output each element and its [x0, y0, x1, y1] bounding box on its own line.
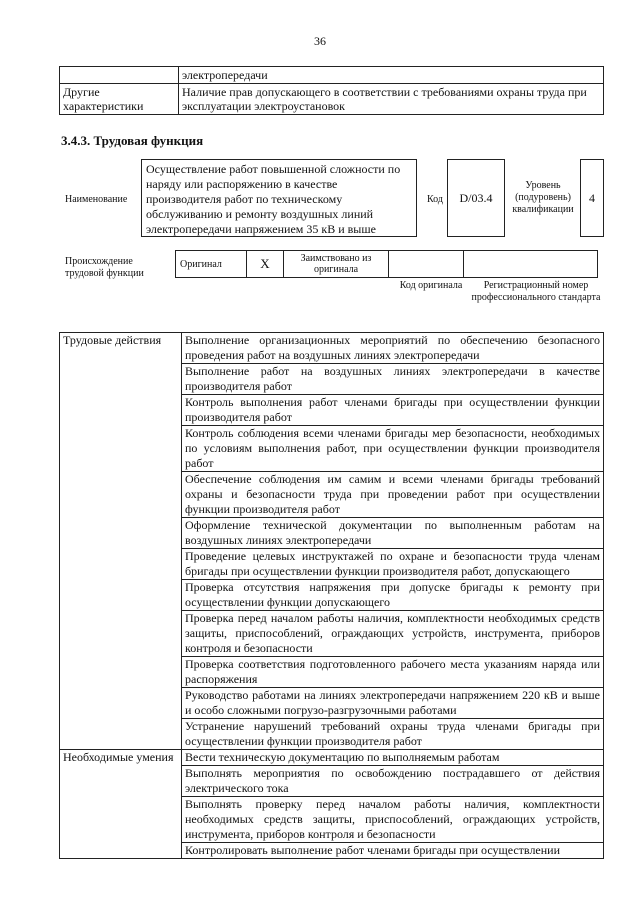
- skills-header: Необходимые умения: [60, 750, 182, 859]
- page-number: 36: [314, 34, 326, 48]
- row-label: Другие характеристики: [60, 84, 179, 115]
- table-row: [176, 251, 598, 278]
- code-label: Код: [427, 194, 443, 205]
- list-item: Вести техническую документацию по выполняемым работам: [182, 750, 604, 766]
- naming-label: Наименование: [65, 194, 128, 205]
- origin-table: [175, 250, 598, 278]
- row-value: электропередачи: [179, 67, 604, 84]
- list-item: Обеспечение соблюдения им самим и всеми членами бригады требований охраны и безопасности труда при проведении работ при осуществлении функции производителя работ: [182, 472, 604, 518]
- level-label: Уровень (подуровень) квалификации: [512, 180, 574, 215]
- original-code-cell: [389, 251, 464, 278]
- list-item: Контроль соблюдения всеми членами бригады мер безопасности, необходимых по условиям выполнения работ, при осуществлении функции производителя работ: [182, 426, 604, 472]
- row-value: Наличие прав допускающего в соответствии с требованиями охраны труда при эксплуатации электроустановок: [179, 84, 604, 115]
- list-item: Контролировать выполнение работ членами бригады при осуществлении: [182, 843, 604, 859]
- list-item: Выполнение организационных мероприятий по обеспечению безопасного проведения работ на воздушных линиях электропередачи: [182, 333, 604, 364]
- list-item: Выполнять проверку перед началом работы наличия, комплектности необходимых средств защиты, приспособлений, ограждающих устройств, инструмента, приборов контроля и безопасности: [182, 797, 604, 843]
- table-row: [60, 84, 604, 115]
- borrowed-label: Заимствовано из оригинала: [284, 251, 389, 278]
- list-item: Выполнение работ на воздушных линиях электропередачи в качестве производителя работ: [182, 364, 604, 395]
- table-row: [60, 333, 604, 364]
- list-item: Устранение нарушений требований охраны труда членами бригады при осуществлении функции производителя работ: [182, 719, 604, 750]
- labor-actions-header: Трудовые действия: [60, 333, 182, 750]
- characteristics-table: [59, 66, 604, 115]
- list-item: Проверка перед началом работы наличия, комплектности необходимых средств защиты, приспособлений, ограждающих устройств, инструмента, приборов контроля и безопасности: [182, 611, 604, 657]
- level-value: 4: [580, 159, 604, 237]
- code-caption: Код оригинала: [399, 280, 463, 291]
- code-value: D/03.4: [447, 159, 505, 237]
- section-title: 3.4.3. Трудовая функция: [61, 133, 204, 148]
- list-item: Проведение целевых инструктажей по охране и безопасности труда членам бригады при осуществлении функции производителя работ, допускающего: [182, 549, 604, 580]
- row-label: [60, 67, 179, 84]
- table-row: [60, 750, 604, 766]
- list-item: Проверка соответствия подготовленного рабочего места указаниям наряда или распоряжения: [182, 657, 604, 688]
- list-item: Проверка отсутствия напряжения при допуске бригады к ремонту при осуществлении функции допускающего: [182, 580, 604, 611]
- origin-label: Происхождение трудовой функции: [65, 256, 144, 279]
- reg-caption: Регистрационный номер профессионального стандарта: [471, 280, 601, 303]
- list-item: Руководство работами на линиях электропередачи напряжением 220 кВ и выше и особо сложными погрузо-разгрузочными работами: [182, 688, 604, 719]
- original-mark: X: [247, 251, 284, 278]
- reg-number-cell: [464, 251, 598, 278]
- function-table: [59, 332, 604, 859]
- list-item: Оформление технической документации по выполненным работам на воздушных линиях электропередачи: [182, 518, 604, 549]
- original-label: Оригинал: [176, 251, 247, 278]
- function-name: Осуществление работ повышенной сложности по наряду или распоряжению в качестве производителя работ по техническому обслуживанию и ремонту воздушных линий электропередачи напряжением 35 кВ и выше: [141, 159, 417, 237]
- list-item: Контроль выполнения работ членами бригады при осуществлении функции производителя работ: [182, 395, 604, 426]
- list-item: Выполнять мероприятия по освобождению пострадавшего от действия электрического тока: [182, 766, 604, 797]
- table-row: [60, 67, 604, 84]
